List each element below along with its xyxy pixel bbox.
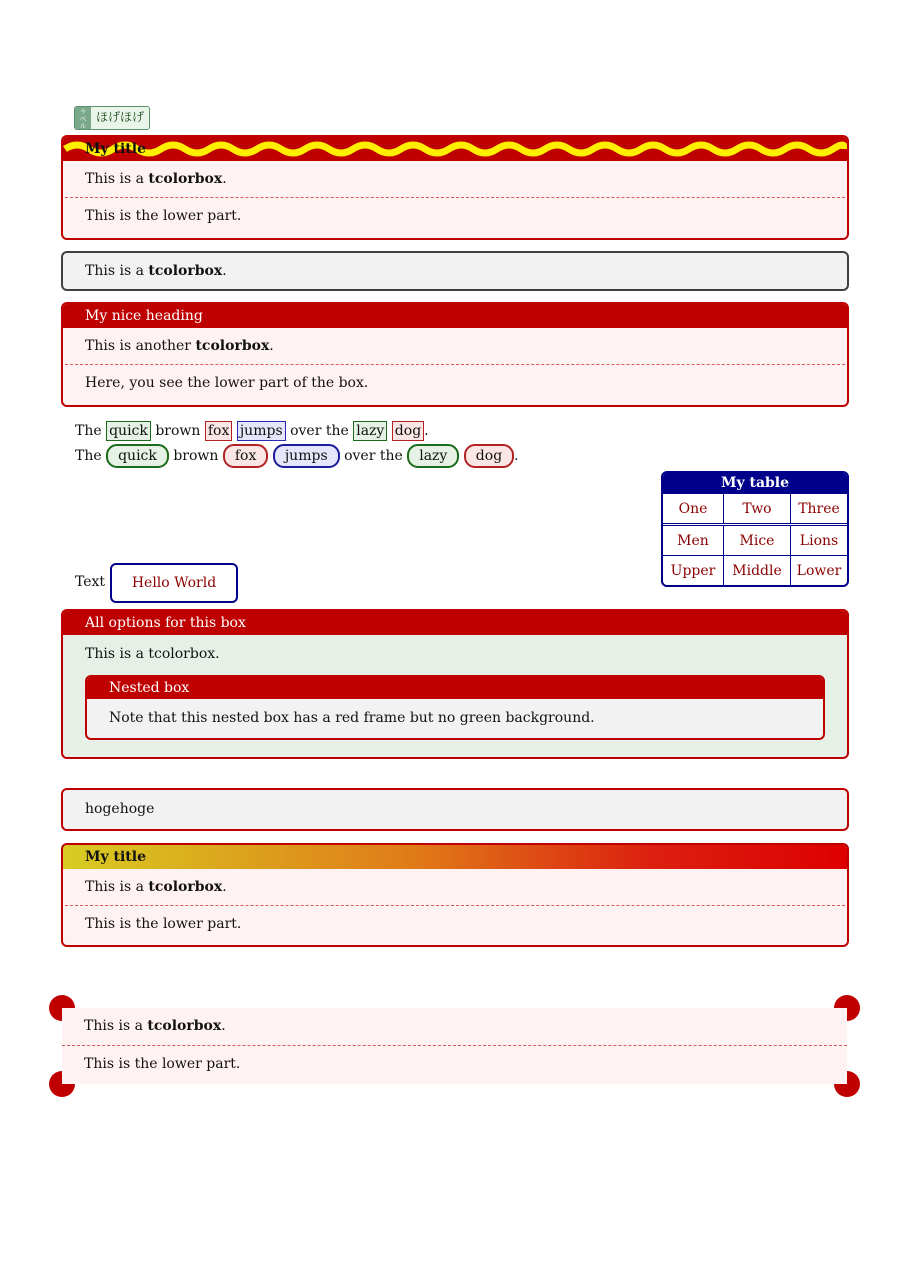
word-dog: dog (392, 421, 424, 441)
wave-decoration (63, 137, 847, 161)
hello-world-box: Hello World (110, 563, 238, 603)
box2-bold: tcolorbox (148, 263, 223, 279)
box-hogehoge (61, 788, 849, 831)
pill-dog: dog (464, 444, 514, 468)
nested-box (85, 675, 825, 740)
box5-text: hogehoge (85, 801, 155, 817)
box4-upper: This is a tcolorbox. (85, 646, 220, 662)
text-label: Text (75, 574, 106, 590)
box2-prefix: This is a (85, 263, 149, 279)
word-lazy: lazy (353, 421, 387, 441)
sentence-pill: The quick brown fox jumps over the lazy dog . (75, 444, 519, 468)
pill-jumps: jumps (273, 444, 340, 468)
pill-lazy: lazy (407, 444, 459, 468)
box-all-options (61, 609, 849, 759)
tag-text: ほげほげ (91, 107, 149, 129)
pill-fox: fox (223, 444, 269, 468)
box3-upper: This is another tcolorbox. (85, 338, 274, 354)
wavy-title-bar (63, 137, 847, 161)
box3-title: My nice heading (63, 304, 847, 328)
box-gray: This is a tcolorbox. (61, 251, 849, 291)
tag-label (74, 106, 150, 130)
box-corner-circles (62, 1008, 847, 1084)
box-nice-heading (61, 302, 849, 407)
nested-text: Note that this nested box has a red frame but no green background. (109, 710, 595, 726)
box7-lower: This is the lower part. (84, 1056, 241, 1072)
box1-upper: This is a tcolorbox. (85, 171, 227, 187)
box6-lower: This is the lower part. (85, 916, 242, 932)
word-quick: quick (106, 421, 151, 441)
pill-quick: quick (106, 444, 169, 468)
tag-side: ラベル (75, 107, 91, 129)
box6-upper: This is a tcolorbox. (85, 879, 227, 895)
box4-title: All options for this box (63, 611, 847, 635)
sentence-rect: The quick brown fox jumps over the lazy dog . (75, 423, 429, 439)
table-row: Men Mice Lions (663, 525, 847, 556)
word-jumps: jumps (237, 421, 286, 441)
table-box (661, 471, 849, 587)
data-table (663, 493, 847, 585)
word-fox: fox (205, 421, 233, 441)
nested-title: Nested box (87, 677, 823, 699)
box6-title: My title (63, 845, 847, 869)
box7-upper: This is a tcolorbox. (84, 1018, 226, 1034)
box1-lower: This is the lower part. (85, 208, 242, 224)
table-row: One Two Three (663, 494, 847, 525)
box-gradient-title (61, 843, 849, 947)
box1-title: My title (85, 141, 146, 157)
box-wavy-title (61, 135, 849, 240)
box3-lower: Here, you see the lower part of the box. (85, 375, 369, 391)
table-row: Upper Middle Lower (663, 556, 847, 586)
table-title: My table (663, 473, 847, 493)
